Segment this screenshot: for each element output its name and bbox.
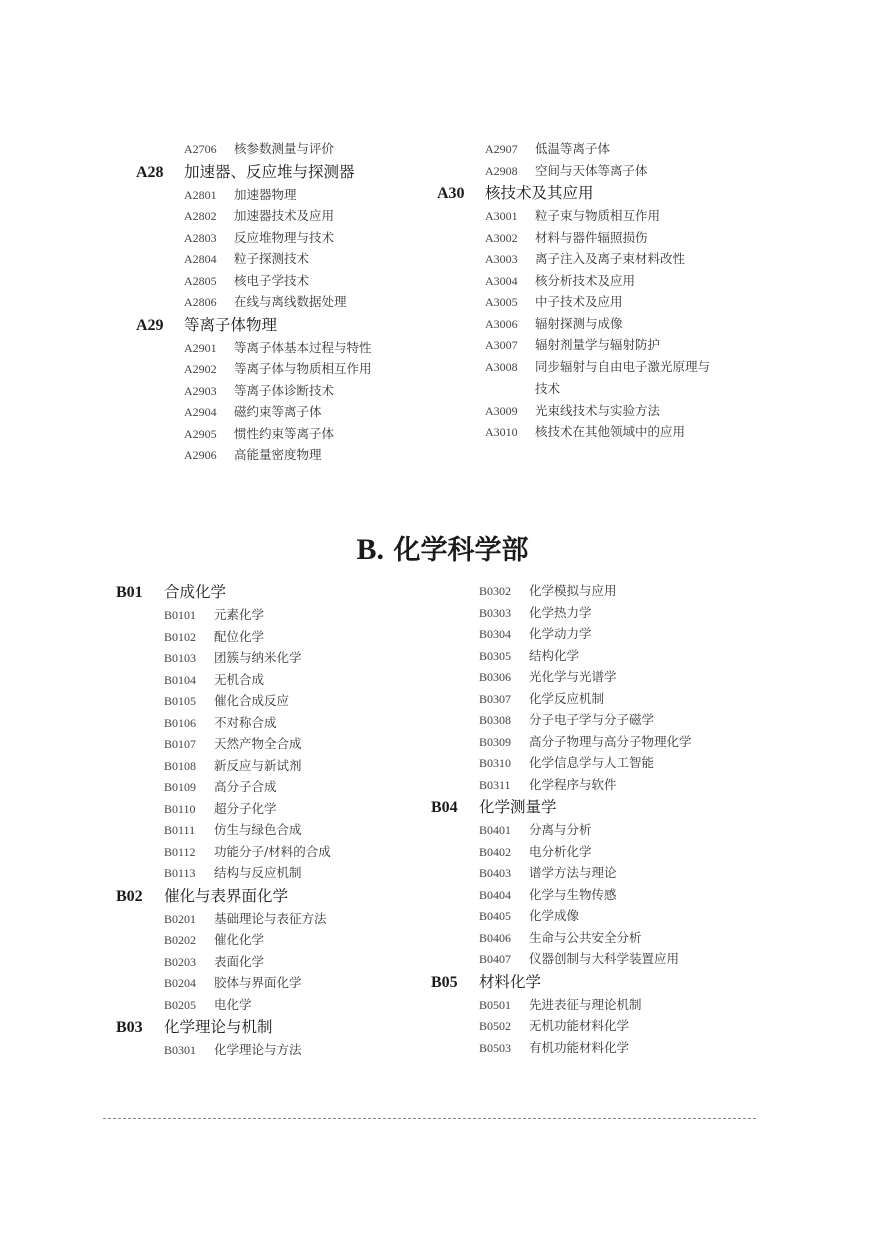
subject-name: 在线与离线数据处理 [234,294,347,309]
subject-code: A3009 [485,403,518,418]
subject-name: 光化学与光谱学 [529,669,617,684]
subject-code: A2901 [184,340,217,355]
subject-name-continued: 技术 [535,381,561,396]
section-b-left-column [116,580,331,1061]
discipline-group-name: 核技术及其应用 [485,184,594,202]
subject-code: B0402 [479,844,512,859]
subject-item [479,709,692,731]
subject-code: B0310 [479,756,512,770]
subject-item [479,884,692,906]
subject-item [184,227,372,249]
subject-item [184,291,372,313]
subject-name: 核参数测量与评价 [234,141,335,156]
subject-item [184,337,372,359]
section-b-title-name: 化学科学部 [393,535,529,566]
subject-name: 催化化学 [214,932,265,947]
subject-item [485,356,710,400]
subject-code: A2806 [184,295,217,309]
subject-name: 高分子合成 [214,779,277,794]
subject-name: 不对称合成 [214,714,277,730]
subject-item [479,580,692,602]
subject-code: B0308 [479,713,512,727]
discipline-group-heading [431,795,692,819]
subject-name: 核技术在其他领域中的应用 [535,424,686,439]
discipline-group-code: B02 [116,887,143,905]
subject-item [164,841,331,863]
subject-code: A2908 [485,163,518,178]
discipline-group-name: 材料化学 [479,972,542,991]
subject-name: 化学反应机制 [529,690,605,706]
subject-code: B0405 [479,909,512,923]
subject-name: 结构与反应机制 [214,865,302,880]
discipline-group-name: 催化与表界面化学 [164,886,289,905]
subject-item [164,776,331,798]
subject-name: 高分子物理与高分子物理化学 [529,733,692,749]
subject-name: 结构化学 [529,647,580,663]
subject-item [479,862,692,884]
subject-name: 粒子束与物质相互作用 [535,208,661,223]
subject-item [184,205,372,227]
subject-name: 粒子探测技术 [234,251,310,266]
subject-item [479,1037,692,1059]
discipline-group-heading [136,160,372,184]
subject-code: B0203 [164,954,197,969]
subject-name: 化学信息学与人工智能 [529,755,655,770]
discipline-group-code: A30 [437,185,465,202]
subject-name: 空间与天体等离子体 [535,162,648,178]
subject-item [479,602,692,624]
discipline-group-name: 化学测量学 [479,798,557,816]
subject-item [485,421,710,443]
subject-item [485,205,710,227]
subject-code: B0501 [479,997,512,1012]
subject-item [479,1015,692,1037]
section-b-title [0,528,885,567]
subject-code: A3010 [485,425,518,439]
discipline-group-heading [116,884,331,908]
subject-code: B0103 [164,651,197,665]
subject-code: A3005 [485,295,518,309]
subject-code: B0503 [479,1040,512,1055]
subject-code: A2907 [485,142,518,156]
subject-name: 化学动力学 [529,626,592,641]
subject-name: 磁约束等离子体 [234,404,322,419]
subject-code: B0104 [164,672,197,687]
subject-name: 生命与公共安全分析 [529,929,642,945]
subject-name: 天然产物全合成 [214,736,302,751]
subject-name: 辐射探测与成像 [535,315,623,331]
subject-code: B0113 [164,866,196,880]
subject-code: B0106 [164,715,197,730]
subject-item [164,929,331,951]
subject-item [164,972,331,994]
discipline-group-name: 合成化学 [164,583,227,601]
subject-item [485,400,710,422]
discipline-group-name: 等离子体物理 [184,315,278,334]
subject-item [164,626,331,648]
page-divider [103,1118,756,1119]
subject-code: B0404 [479,887,512,902]
subject-code: B0311 [479,777,511,792]
subject-code: B0105 [164,694,197,708]
subject-code: B0110 [164,801,196,816]
subject-item [479,819,692,841]
subject-code: B0403 [479,866,512,880]
subject-item [485,291,710,313]
subject-code: B0101 [164,608,197,622]
subject-item [485,248,710,270]
section-b-right-column [431,580,692,1058]
subject-item [479,841,692,863]
subject-name: 催化合成反应 [214,693,290,708]
subject-code: A2803 [184,230,217,245]
subject-code: B0302 [479,584,512,598]
subject-name: 配位化学 [214,628,265,644]
subject-code: B0202 [164,933,197,947]
subject-name: 先进表征与理论机制 [529,996,642,1012]
subject-item [164,819,331,841]
subject-item [184,184,372,206]
subject-code: B0305 [479,648,512,663]
subject-code: B0108 [164,758,197,773]
subject-item [479,666,692,688]
subject-name: 无机功能材料化学 [529,1018,630,1033]
subject-name: 辐射剂量学与辐射防护 [535,337,661,352]
subject-item [479,994,692,1016]
subject-name: 胶体与界面化学 [214,975,302,990]
subject-code: B0112 [164,844,196,859]
subject-item [164,669,331,691]
subject-code: B0301 [164,1043,197,1057]
subject-code: A3003 [485,252,518,266]
subject-name: 表面化学 [214,953,265,969]
subject-name: 化学与生物传感 [529,886,617,902]
subject-code: A3008 [485,359,518,374]
discipline-group-name: 化学理论与机制 [164,1018,273,1036]
subject-code: B0201 [164,911,197,926]
subject-item [184,444,372,466]
subject-item [164,994,331,1016]
subject-name: 基础理论与表征方法 [214,910,327,926]
subject-name: 等离子体基本过程与特性 [234,339,372,355]
subject-code: B0307 [479,691,512,706]
subject-name: 谱学方法与理论 [529,865,617,880]
subject-name: 加速器物理 [234,186,297,202]
subject-item [184,423,372,445]
subject-code: B0205 [164,997,197,1012]
subject-code: A2805 [184,273,217,288]
subject-item [164,733,331,755]
subject-name: 新反应与新试剂 [214,757,302,773]
section-b-title-code: B. [356,533,385,566]
subject-name: 化学热力学 [529,604,592,620]
subject-item [184,380,372,402]
subject-item [164,690,331,712]
subject-name: 惯性约束等离子体 [234,425,335,441]
subject-code: A3007 [485,338,518,352]
subject-item [184,358,372,380]
subject-code: B0309 [479,734,512,749]
discipline-group-heading [116,580,331,604]
subject-code: A2903 [184,383,217,398]
subject-name: 等离子体诊断技术 [234,382,335,398]
subject-code: B0111 [164,823,196,837]
subject-code: A3004 [485,273,518,288]
subject-item [479,645,692,667]
subject-code: A2802 [184,209,217,223]
subject-item [164,604,331,626]
subject-code: A2801 [184,187,217,202]
subject-code: B0303 [479,605,512,620]
subject-name: 同步辐射与自由电子激光原理与 [535,358,711,374]
subject-item [164,712,331,734]
subject-name: 高能量密度物理 [234,447,322,462]
subject-item [164,755,331,777]
discipline-group-heading [437,181,710,205]
subject-item [164,862,331,884]
subject-item [485,138,710,160]
subject-name: 电化学 [214,996,252,1012]
subject-code: A2905 [184,426,217,441]
subject-name: 核电子学技术 [234,272,310,288]
subject-item [485,270,710,292]
subject-code: B0306 [479,670,512,684]
subject-item [164,647,331,669]
subject-name: 元素化学 [214,607,265,622]
subject-name: 仪器创制与大科学装置应用 [529,951,680,966]
subject-name: 化学模拟与应用 [529,583,617,598]
subject-code: B0304 [479,627,512,641]
discipline-group-code: A29 [136,316,164,334]
subject-name: 化学理论与方法 [214,1042,302,1057]
subject-name: 材料与器件辐照损伤 [535,229,648,245]
subject-item [479,948,692,970]
section-a-left-column [136,138,372,466]
discipline-group-name: 加速器、反应堆与探测器 [184,162,355,181]
subject-item [485,160,710,182]
subject-name: 无机合成 [214,671,265,687]
subject-name: 分离与分析 [529,822,592,837]
subject-item [485,334,710,356]
subject-code: A3001 [485,209,518,223]
subject-name: 仿生与绿色合成 [214,822,302,837]
subject-name: 功能分子/材料的合成 [214,843,331,859]
subject-code: B0107 [164,737,197,751]
subject-item [479,927,692,949]
subject-code: A3002 [485,230,518,245]
subject-code: A2706 [184,142,217,156]
subject-code: A3006 [485,316,518,331]
discipline-group-code: B04 [431,799,458,816]
subject-name: 低温等离子体 [535,141,611,156]
subject-item [485,313,710,335]
subject-item [479,688,692,710]
section-a-right-column [437,138,711,443]
subject-name: 加速器技术及应用 [234,208,335,223]
subject-name: 离子注入及离子束材料改性 [535,251,686,266]
subject-code: B0406 [479,930,512,945]
discipline-group-code: B03 [116,1019,143,1036]
discipline-group-code: A28 [136,163,164,181]
discipline-group-heading [136,313,372,337]
subject-name: 中子技术及应用 [535,294,623,309]
subject-item [184,270,372,292]
subject-name: 化学程序与软件 [529,776,617,792]
subject-name: 光束线技术与实验方法 [535,402,661,418]
subject-name: 分子电子学与分子磁学 [529,712,655,727]
discipline-group-code: B05 [431,973,458,991]
subject-code: A2804 [184,252,217,266]
subject-name: 等离子体与物质相互作用 [234,361,372,376]
subject-item [479,774,692,796]
subject-item [184,248,372,270]
subject-name: 化学成像 [529,908,580,923]
subject-name: 核分析技术及应用 [535,272,636,288]
subject-name: 超分子化学 [214,800,277,816]
subject-item [479,731,692,753]
subject-code: B0109 [164,780,197,794]
subject-code: A2906 [184,448,217,462]
subject-item [164,951,331,973]
subject-item [164,908,331,930]
subject-code: B0102 [164,629,197,644]
discipline-group-code: B01 [116,584,143,601]
subject-code: B0502 [479,1019,512,1033]
subject-item [164,1039,331,1061]
subject-item [184,401,372,423]
subject-item [164,798,331,820]
subject-item [479,905,692,927]
subject-code: B0401 [479,823,512,837]
subject-item [485,227,710,249]
subject-code: B0204 [164,976,197,990]
subject-code: A2904 [184,405,217,419]
subject-name: 反应堆物理与技术 [234,229,335,245]
subject-code: A2902 [184,362,217,376]
subject-item [184,138,372,160]
subject-name: 电分析化学 [529,843,592,859]
discipline-group-heading [431,970,692,994]
subject-item [479,752,692,774]
discipline-group-heading [116,1015,331,1039]
subject-name: 团簇与纳米化学 [214,650,302,665]
subject-code: B0407 [479,952,512,966]
subject-item [479,623,692,645]
subject-name: 有机功能材料化学 [529,1039,630,1055]
